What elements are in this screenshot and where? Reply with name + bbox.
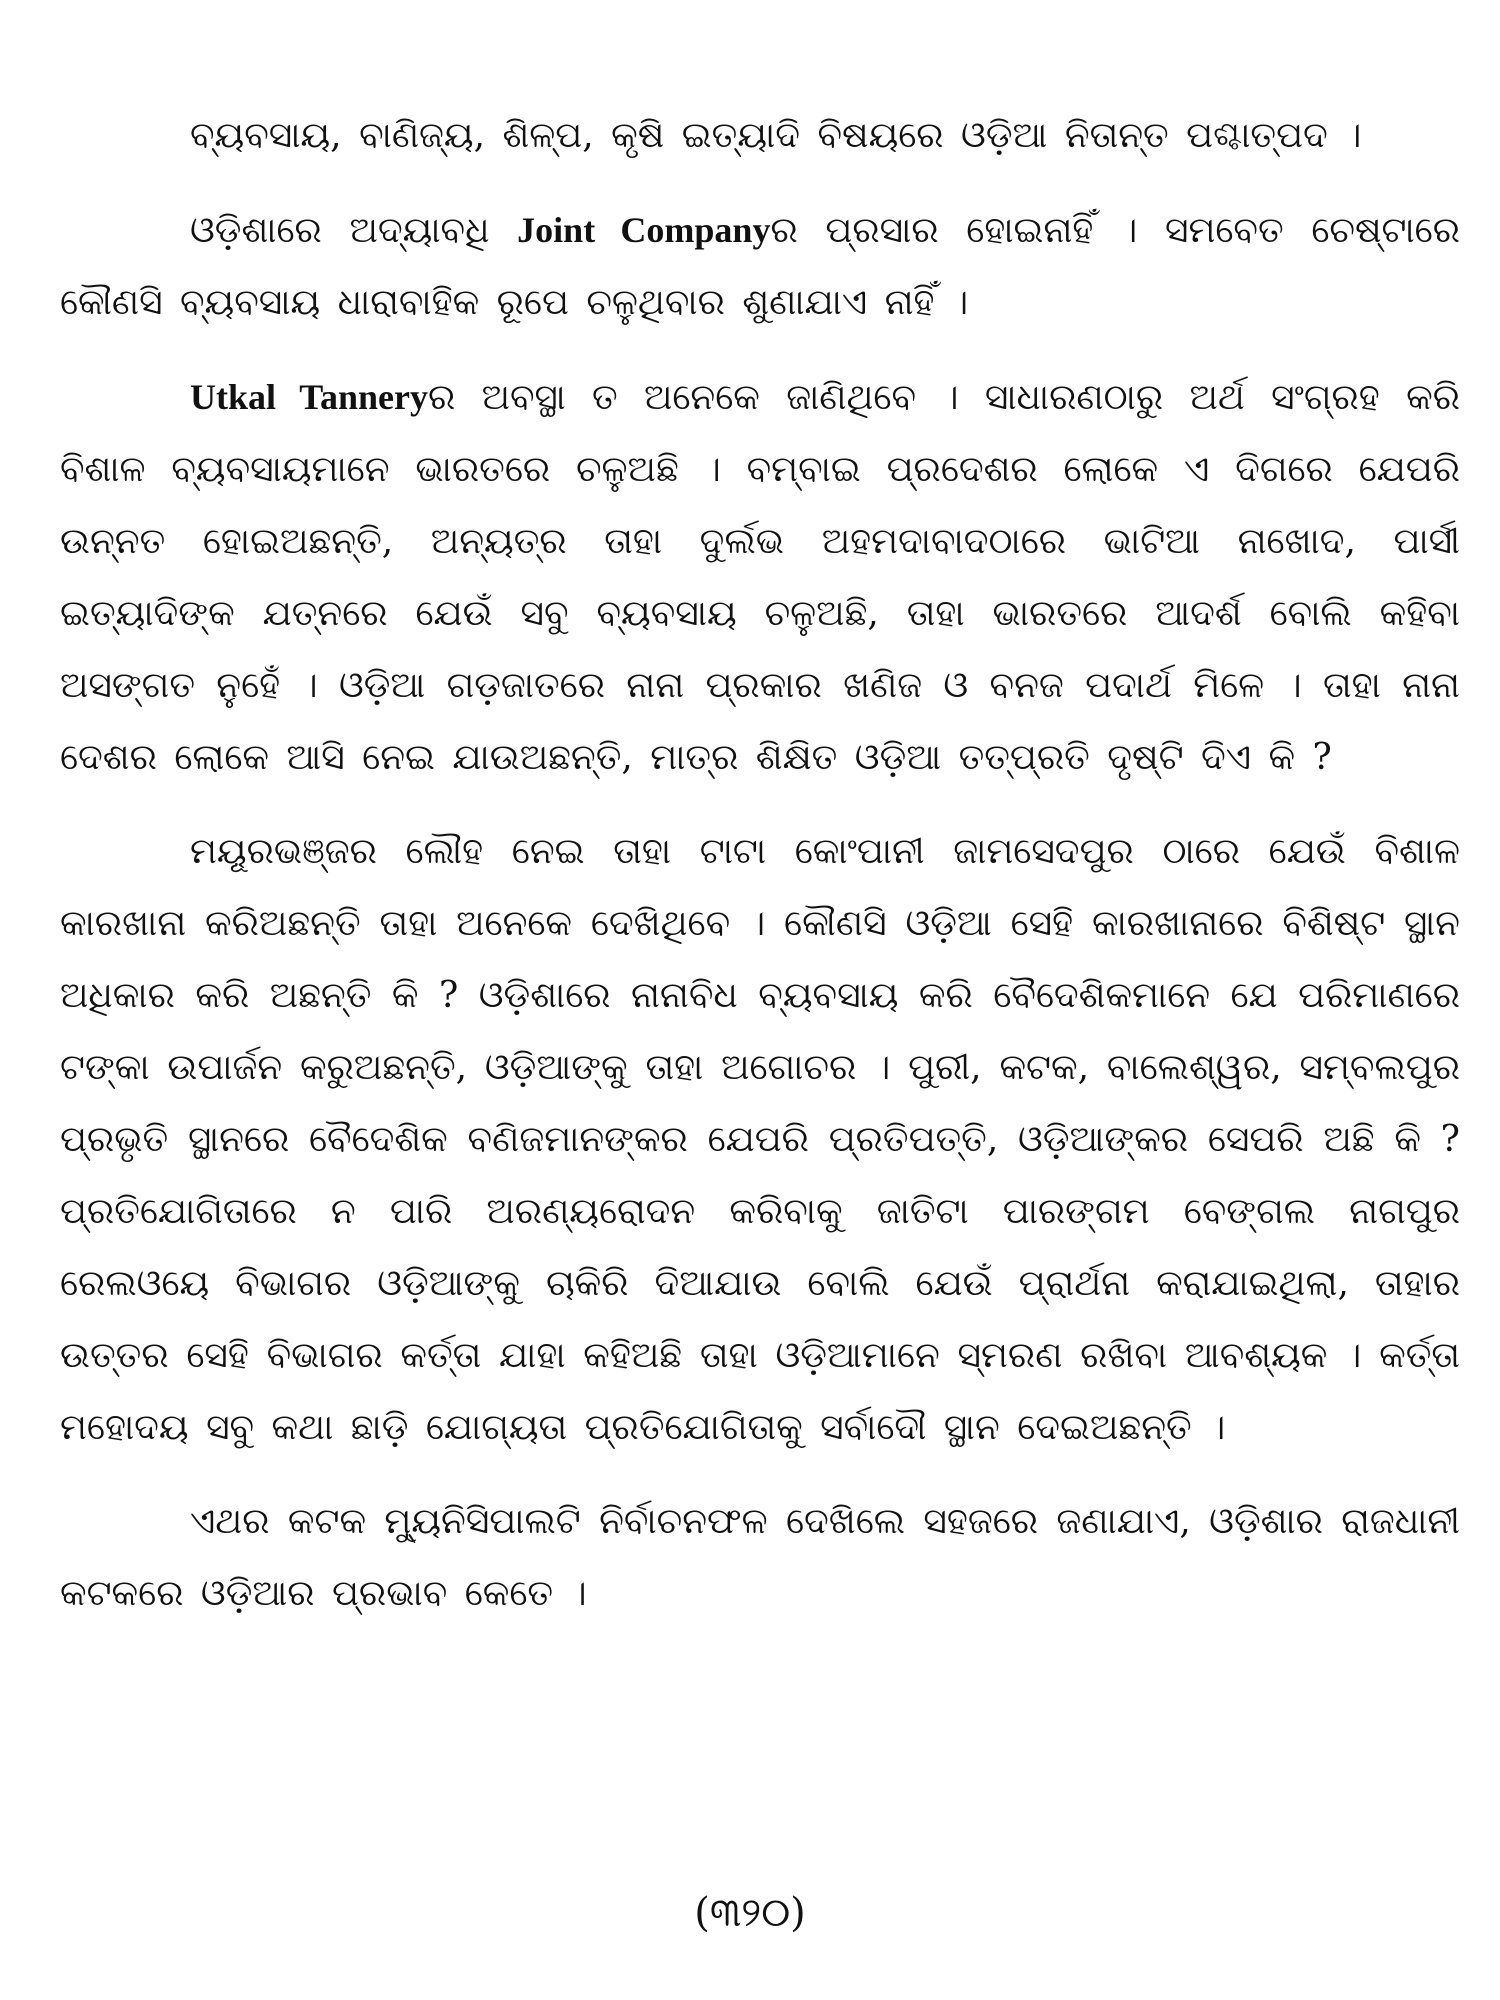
paragraph-1-text: ବ୍ୟବସାୟ, ବାଣିଜ୍ୟ, ଶିଳ୍ପ, କୃଷି ଇତ୍ୟାଦି ବିଷୟରେ ଓଡ଼ିଆ ନିତାନ୍ତ ପଶ୍ଚାତ୍‌ପଦ । bbox=[190, 115, 1362, 156]
paragraph-2-english-term: Joint Company bbox=[517, 210, 771, 250]
paragraph-4-text: ମୟୂରଭଞ୍ଜର ଲୌହ ନେଇ ତାହା ଟାଟା କୋଂପାନୀ ଜାମସେଦପୁର ଠାରେ ଯେଉଁ ବିଶାଳ କାରଖାନା କରିଅଛନ୍ତି ତାହା ଅନେକେ ଦେଖିଥିବେ । କୌଣସି ଓଡ଼ିଆ ସେହି କାରଖାନାରେ ବିଶିଷ୍ଟ ସ୍ଥାନ ଅଧିକାର କରି ଅଛନ୍ତି କି ? ଓଡ଼ିଶାରେ ନାନାବିଧ ବ୍ୟବସାୟ କରି ବୈଦେଶିକମାନେ ଯେ ପରିମାଣରେ ଟଙ୍କା ଉପାର୍ଜନ କରୁଅଛନ୍ତି, ଓଡ଼ିଆଙ୍କୁ ତାହା ଅଗୋଚର । ପୁରୀ, କଟକ, ବାଲେଶ୍ୱର, ସମ୍ବଲପୁର ପ୍ରଭୃତି ସ୍ଥାନରେ ବୈଦେଶିକ ବଣିଜମାନଙ୍କର ଯେପରି ପ୍ରତିପତ୍ତି, ଓଡ଼ିଆଙ୍କର ସେପରି ଅଛି କି ? ପ୍ରତିଯୋଗିତାରେ ନ ପାରି ଅରଣ୍ୟରୋଦନ କରିବାକୁ ଜାତିଟା ପାରଙ୍ଗମ ବେଙ୍ଗଲ ନାଗପୁର ରେଲଓୟେ ବିଭାଗର ଓଡ଼ିଆଙ୍କୁ ଚାକିରି ଦିଆଯାଉ ବୋଲି ଯେଉଁ ପ୍ରାର୍ଥନା କରାଯାଇଥିଲା, ତାହାର ଉତ୍ତର ସେହି ବିଭାଗର କର୍ତ୍ତା ଯାହା କହିଅଛି ତାହା ଓଡ଼ିଆମାନେ ସ୍ମରଣ ରଖିବା ଆବଶ୍ୟକ । କର୍ତ୍ତା ମହୋଦୟ ସବୁ କଥା ଛାଡ଼ି ଯୋଗ୍ୟତା ପ୍ରତିଯୋଗିତାକୁ ସର୍ବାଦୌ ସ୍ଥାନ ଦେଇଅଛନ୍ତି । bbox=[60, 831, 1460, 1448]
paragraph-2-lead: ଓଡ଼ିଶାରେ ଅଦ୍ୟାବଧି bbox=[190, 210, 518, 251]
document-page bbox=[60, 100, 1460, 1900]
paragraph-1 bbox=[60, 100, 1460, 172]
paragraph-2-rest: ର ପ୍ରସାର ହୋଇନାହିଁ । ସମବେତ ଚେଷ୍ଟାରେ କୌଣସି ବ୍ୟବସାୟ ଧାରାବାହିକ ରୂପେ ଚଳୁଥିବାର ଶୁଣାଯାଏ ନାହିଁ । bbox=[60, 210, 1460, 323]
page-number: (୩୨୦) bbox=[694, 1890, 806, 1936]
paragraph-5-text: ଏଥର କଟକ ମ୍ୟୁନିସିପାଲଟି ନିର୍ବାଚନଫଳ ଦେଖିଲେ ସହଜରେ ଜଣାଯାଏ, ଓଡ଼ିଶାର ରାଜଧାନୀ କଟକରେ ଓଡ଼ିଆର ପ୍ରଭାବ କେତେ । bbox=[60, 1501, 1460, 1614]
paragraph-3-english-term: Utkal Tannery bbox=[190, 377, 428, 417]
paragraph-3-rest: ର ଅବସ୍ଥା ତ ଅନେକେ ଜାଣିଥିବେ । ସାଧାରଣଠାରୁ ଅର୍ଥ ସଂଗ୍ରହ କରି ବିଶାଳ ବ୍ୟବସାୟମାନେ ଭାରତରେ ଚଳୁଅଛି । ବମ୍ବାଇ ପ୍ରଦେଶର ଲୋକେ ଏ ଦିଗରେ ଯେପରି ଉନ୍ନତ ହୋଇଅଛନ୍ତି, ଅନ୍ୟତ୍ର ତାହା ଦୁର୍ଲଭ ଅହମଦାବାଦଠାରେ ଭାଟିଆ ନାଖୋଦ, ପାର୍ସୀ ଇତ୍ୟାଦିଙ୍କ ଯତ୍ନରେ ଯେଉଁ ସବୁ ବ୍ୟବସାୟ ଚଳୁଅଛି, ତାହା ଭାରତରେ ଆଦର୍ଶ ବୋଲି କହିବା ଅସଙ୍ଗତ ନୁହେଁ । ଓଡ଼ିଆ ଗଡ଼ଜାତରେ ନାନା ପ୍ରକାର ଖଣିଜ ଓ ବନଜ ପଦାର୍ଥ ମିଳେ । ତାହା ନାନା ଦେଶର ଲୋକେ ଆସି ନେଇ ଯାଉଅଛନ୍ତି, ମାତ୍ର ଶିକ୍ଷିତ ଓଡ଼ିଆ ତତ୍‌ପ୍ରତି ଦୃଷ୍ଟି ଦିଏ କି ? bbox=[60, 377, 1460, 778]
paragraph-4 bbox=[60, 816, 1460, 1464]
paragraph-5 bbox=[60, 1486, 1460, 1630]
paragraph-2 bbox=[60, 194, 1460, 339]
paragraph-3 bbox=[60, 361, 1460, 794]
